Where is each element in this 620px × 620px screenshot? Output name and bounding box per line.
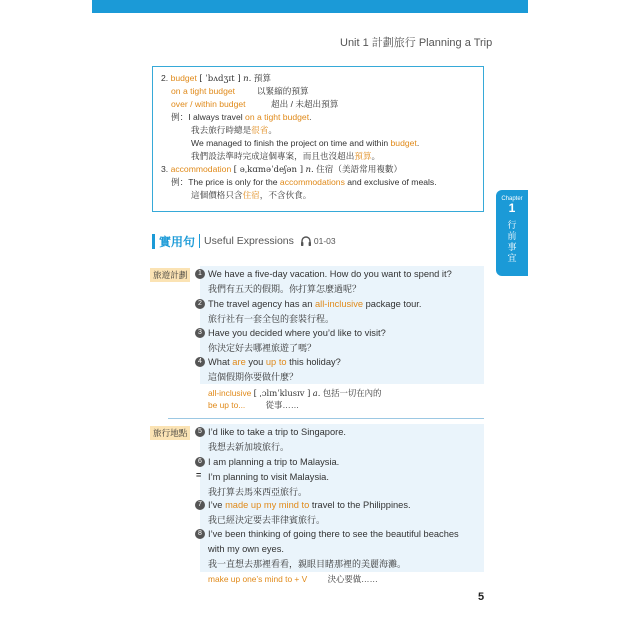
- heading-separator: [199, 234, 200, 248]
- chapter-label: Chapter: [501, 196, 523, 202]
- vocab-note: be up to... 從事……: [208, 400, 300, 410]
- headphones-icon[interactable]: [300, 235, 312, 247]
- audio-track-number: 01-03: [313, 236, 336, 246]
- section-title-en: Useful Expressions: [204, 235, 294, 247]
- item-number: 2: [195, 299, 205, 309]
- category-tag: 旅遊計劃: [150, 268, 190, 282]
- expression-zh: 我已經決定要去菲律賓旅行。: [208, 515, 326, 525]
- item-number: 7: [195, 500, 205, 510]
- expression-en: I am planning a trip to Malaysia.: [208, 457, 340, 467]
- running-header: Unit 1 計劃旅行 Planning a Trip: [340, 37, 493, 49]
- expression-zh: 你決定好去哪裡旅遊了嗎？: [208, 343, 317, 353]
- equivalent-sign: =: [196, 470, 202, 480]
- phrase-zh: 以緊縮的預算: [257, 86, 309, 96]
- chapter-number: 1: [508, 201, 516, 215]
- expression-zh: 旅行社有一套全包的套裝行程。: [208, 314, 335, 324]
- item-number: 6: [195, 457, 205, 467]
- page-number: 5: [478, 591, 485, 603]
- item-number: 5: [195, 427, 205, 437]
- section-heading: [152, 232, 336, 250]
- expression-zh: 我打算去馬來西亞旅行。: [208, 487, 308, 497]
- item-number: 4: [195, 357, 205, 367]
- vocab-entry-accommodation: 3. accommodation [ əˌkɑməˈdeʃən ] n. 住宿（美語常用複數）: [161, 164, 403, 175]
- expression-en: We have a five-day vacation. How do you want to spend it?: [208, 269, 452, 279]
- example-sentence: 例：The price is only for the accommodations and exclusive of meals.: [171, 177, 437, 187]
- item-number: 8: [195, 529, 205, 539]
- vocab-note: make up one’s mind to + V 決心要做……: [208, 574, 378, 584]
- expression-en-alt: I’m planning to visit Malaysia.: [208, 472, 329, 482]
- expression-en: What are you up to this holiday?: [208, 357, 341, 367]
- vocab-note: all-inclusive [ ˌɔlɪnˈklusɪv ] a. 包括一切在內的: [208, 388, 382, 398]
- category-tag: 旅行地點: [150, 426, 190, 440]
- expression-zh: 我一直想去那裡看看，親眼目睹那裡的美麗海灘。: [208, 559, 407, 569]
- phrase-zh: 超出 / 未超出預算: [271, 99, 339, 109]
- phrase-en: over / within budget: [171, 99, 246, 109]
- expression-zh: 我們有五天的假期。你打算怎麼過呢？: [208, 284, 362, 294]
- expression-en: I’ve made up my mind to travel to the Philippines.: [208, 500, 411, 510]
- heading-bar: [152, 234, 155, 249]
- expression-en: Have you decided where you’d like to visit?: [208, 328, 386, 338]
- expression-zh: 這個假期你要做什麼？: [208, 372, 299, 382]
- chapter-tab: [496, 190, 528, 276]
- example-translation: 我去旅行時總是很省。: [191, 125, 277, 135]
- section-divider: [168, 418, 484, 419]
- expression-en-cont: with my own eyes.: [208, 544, 284, 554]
- phrase-en: on a tight budget: [171, 86, 236, 96]
- chapter-title: 行 前 事 宜: [507, 220, 517, 263]
- example-sentence: We managed to finish the project on time and within budget.: [191, 138, 420, 148]
- expression-zh: 我想去新加坡旅行。: [208, 442, 290, 452]
- example-translation: 我們設法準時完成這個專案，而且也沒超出預算。: [191, 151, 381, 161]
- item-number: 1: [195, 269, 205, 279]
- item-number: 3: [195, 328, 205, 338]
- vocabulary-box: [152, 66, 484, 212]
- vocab-entry-budget: 2. budget [ ˈbʌdʒɪt ] n. 預算: [161, 73, 271, 84]
- top-color-bar: [92, 0, 528, 13]
- example-translation: 這個價格只含住宿，不含伙食。: [191, 190, 312, 200]
- expression-en: The travel agency has an all-inclusive package tour.: [208, 299, 422, 309]
- section-title-zh: 實用句: [159, 234, 196, 249]
- example-sentence: 例：I always travel on a tight budget.: [171, 112, 312, 122]
- expression-en: I’ve been thinking of going there to see the beautiful beaches: [208, 529, 459, 539]
- expression-en: I’d like to take a trip to Singapore.: [208, 427, 346, 437]
